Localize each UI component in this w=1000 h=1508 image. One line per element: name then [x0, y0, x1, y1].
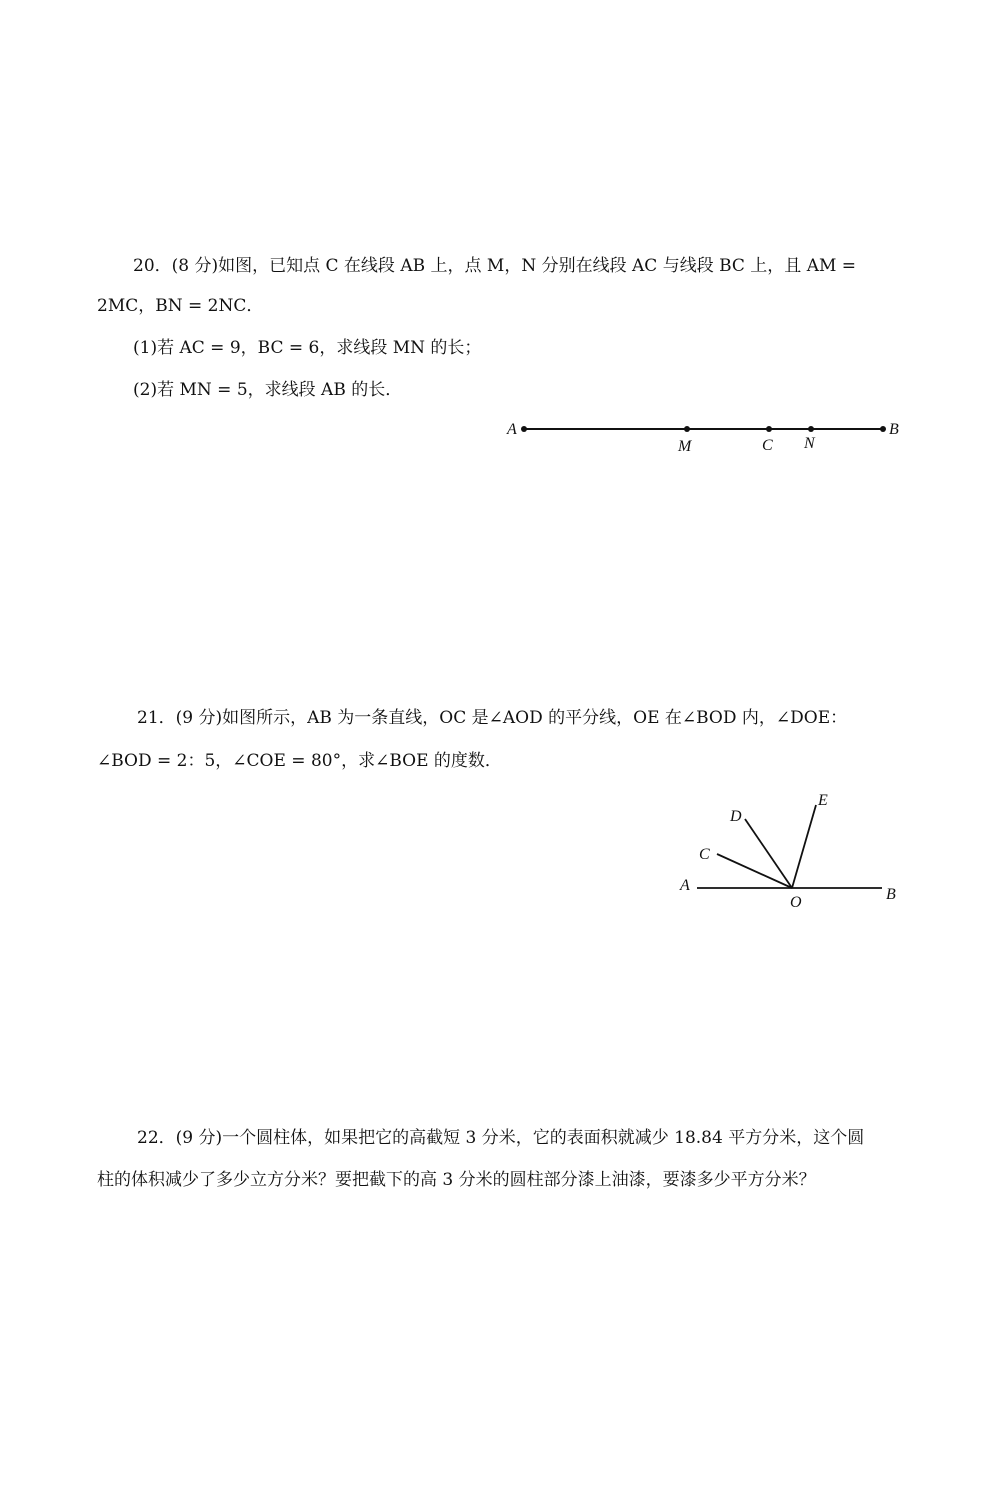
label-m: M	[678, 438, 692, 455]
label-e: E	[818, 792, 828, 809]
point-a	[521, 426, 527, 432]
label-d: D	[730, 808, 742, 825]
point-n	[808, 426, 814, 432]
q22-line-2: 柱的体积减少了多少立方分米？要把截下的高 3 分米的圆柱部分漆上油漆，要漆多少平方分米？	[97, 1170, 816, 1190]
label-a: A	[507, 421, 517, 438]
q20-part-2: (2)若 MN = 5，求线段 AB 的长．	[133, 380, 403, 400]
label-c: C	[762, 437, 773, 454]
point-m	[684, 426, 690, 432]
label-n: N	[804, 435, 815, 452]
q20-line-1: 20．(8 分)如图，已知点 C 在线段 AB 上，点 M，N 分别在线段 AC 与线段 BC 上，且 AM =	[133, 256, 857, 276]
label-o: O	[790, 894, 802, 911]
q21-line-1: 21．(9 分)如图所示，AB 为一条直线，OC 是∠AOD 的平分线，OE 在∠BOD 内，∠DOE：	[137, 708, 848, 728]
segment-ab-figure	[500, 412, 910, 472]
label-a: A	[680, 877, 690, 894]
q20-line-2: 2MC，BN = 2NC．	[97, 296, 264, 316]
label-b: B	[886, 886, 896, 903]
q22-line-1: 22．(9 分)一个圆柱体，如果把它的高截短 3 分米，它的表面积就减少 18.84 平方分米，这个圆	[137, 1128, 865, 1148]
ray-oe	[792, 805, 816, 888]
q21-line-2: ∠BOD = 2：5，∠COE = 80°，求∠BOE 的度数．	[97, 751, 502, 771]
point-c	[766, 426, 772, 432]
point-b	[880, 426, 886, 432]
q20-part-1: (1)若 AC = 9，BC = 6，求线段 MN 的长；	[133, 338, 482, 358]
angle-figure	[672, 786, 912, 916]
label-b: B	[889, 421, 899, 438]
label-c: C	[699, 846, 710, 863]
